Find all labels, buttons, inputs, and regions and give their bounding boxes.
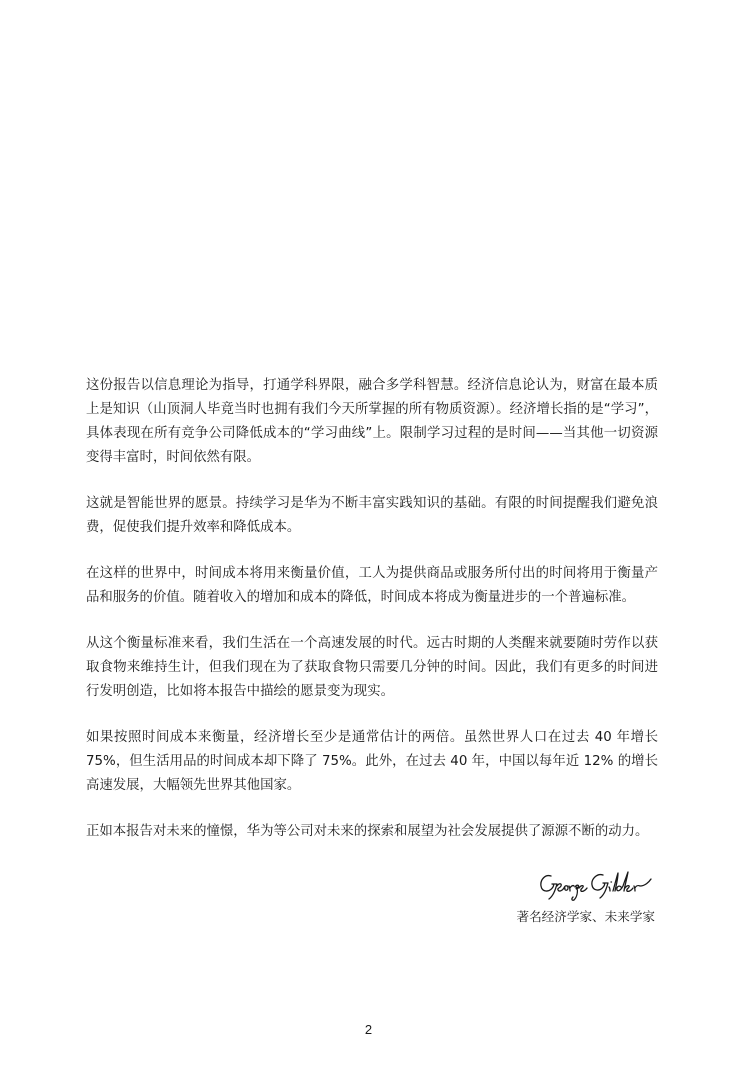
signer-title: 著名经济学家、未来学家 bbox=[516, 909, 655, 924]
paragraph-6: 正如本报告对未来的憧憬，华为等公司对未来的探索和展望为社会发展提供了源源不断的动力。 bbox=[86, 824, 649, 839]
handwritten-signature bbox=[537, 866, 655, 906]
paragraph-5: 如果按照时间成本来衡量，经济增长至少是通常估计的两倍。虽然世界人口在过去 40 年增长 75%，但生活用品的时间成本却下降了 75%。此外，在过去 40 年，中国以每年近 12% 的增长高速发展，大幅领先世界其他国家。 bbox=[86, 730, 658, 793]
paragraph-1: 这份报告以信息理论为指导，打通学科界限，融合多学科智慧。经济信息论认为，财富在最本质上是知识（山顶洞人毕竟当时也拥有我们今天所掌握的所有物质资源）。经济增长指的是“学习”，具体表现在所有竞争公司降低成本的“学习曲线”上。限制学习过程的是时间——当其他一切资源变得丰富时，时间依然有限。 bbox=[86, 378, 658, 465]
page-number: 2 bbox=[364, 1022, 373, 1037]
paragraph-4: 从这个衡量标准来看，我们生活在一个高速发展的时代。远古时期的人类醒来就要随时劳作以获取食物来维持生计，但我们现在为了获取食物只需要几分钟的时间。因此，我们有更多的时间进行发明创造，比如将本报告中描绘的愿景变为现实。 bbox=[86, 636, 658, 699]
body-text bbox=[86, 374, 658, 866]
paragraph-2: 这就是智能世界的愿景。持续学习是华为不断丰富实践知识的基础。有限的时间提醒我们避免浪费，促使我们提升效率和降低成本。 bbox=[86, 496, 658, 535]
paragraph-3: 在这样的世界中，时间成本将用来衡量价值，工人为提供商品或服务所付出的时间将用于衡量产品和服务的价值。随着收入的增加和成本的降低，时间成本将成为衡量进步的一个普遍标准。 bbox=[86, 566, 658, 605]
signature-block bbox=[435, 866, 655, 926]
